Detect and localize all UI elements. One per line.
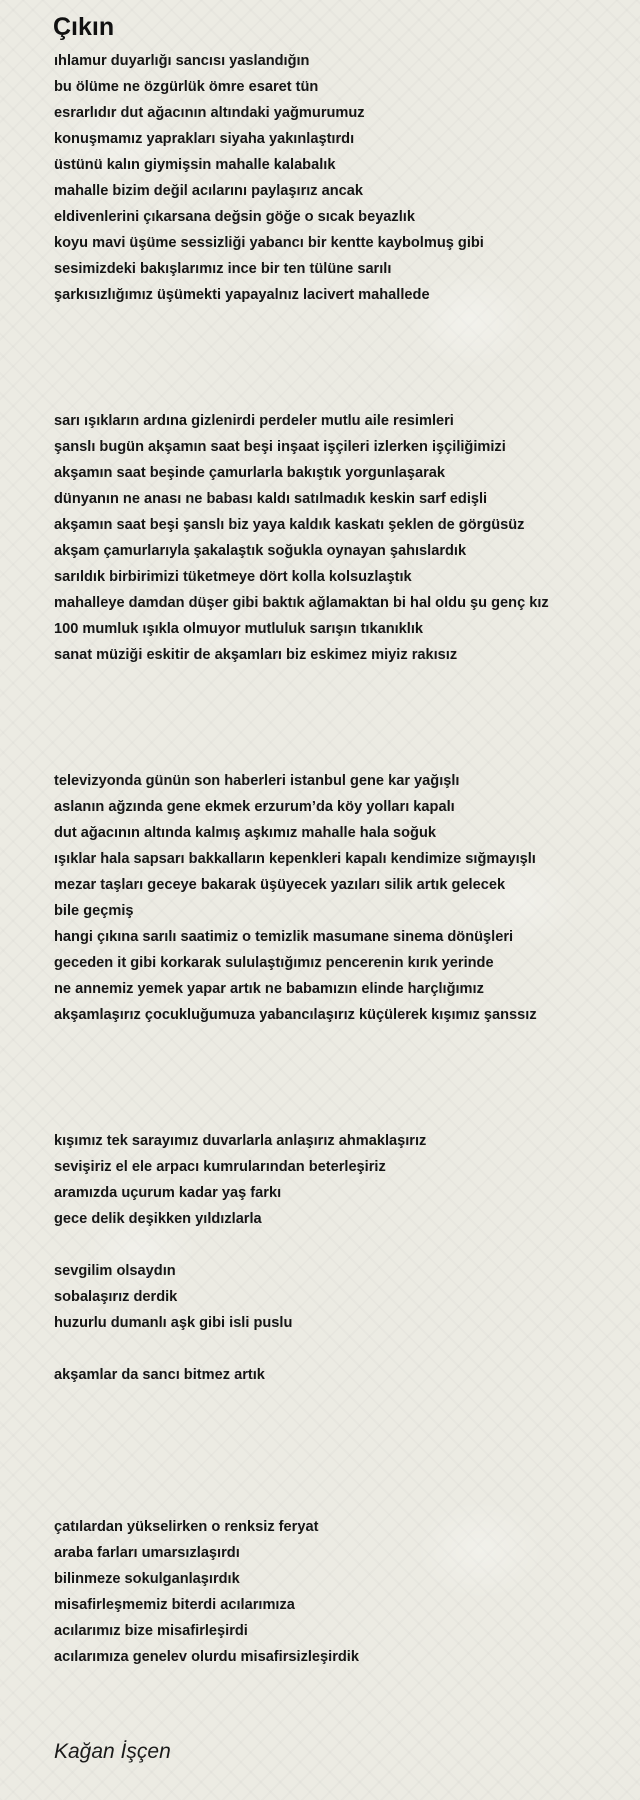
poem-line: kışımız tek sarayımız duvarlarla anlaşırız ahmaklaşırız bbox=[54, 1133, 427, 1149]
poem-line: dut ağacının altında kalmış aşkımız mahalle hala soğuk bbox=[54, 825, 436, 841]
poem-line: akşamın saat beşinde çamurlarla bakıştık yorgunlaşarak bbox=[54, 465, 445, 481]
poem-line: üstünü kalın giymişsin mahalle kalabalık bbox=[54, 157, 336, 173]
poem-line: sanat müziği eskitir de akşamları biz eskimez miyiz rakısız bbox=[54, 647, 458, 663]
poem-line: acılarımız bize misafirleşirdi bbox=[54, 1623, 248, 1639]
poem-line: ne annemiz yemek yapar artık ne babamızın elinde harçlığımız bbox=[54, 981, 484, 997]
poem-line: bile geçmiş bbox=[54, 903, 134, 919]
poem-line: akşamlaşırız çocukluğumuza yabancılaşırız küçülerek kışımız şanssız bbox=[54, 1007, 537, 1023]
poem-line: hangi çıkına sarılı saatimiz o temizlik masumane sinema dönüşleri bbox=[54, 929, 514, 945]
poem-line: mahalleye damdan düşer gibi baktık ağlamaktan bi hal oldu şu genç kız bbox=[54, 595, 549, 611]
poem-line: ışıklar hala sapsarı bakkalların kepenkleri kapalı kendimize sığmayışlı bbox=[54, 851, 536, 867]
poem-line: bilinmeze sokulganlaşırdık bbox=[54, 1571, 240, 1587]
poem-line: sarı ışıkların ardına gizlenirdi perdeler mutlu aile resimleri bbox=[54, 413, 454, 429]
poem-line: şanslı bugün akşamın saat beşi inşaat işçileri izlerken işçiliğimizi bbox=[54, 439, 506, 455]
poem-line: akşamlar da sancı bitmez artık bbox=[54, 1367, 265, 1383]
poem-line: 100 mumluk ışıkla olmuyor mutluluk sarışın tıkanıklık bbox=[54, 621, 424, 637]
poem-line: bu ölüme ne özgürlük ömre esaret tün bbox=[54, 79, 319, 95]
poem-title: Çıkın bbox=[53, 13, 115, 41]
poem-line: sevgilim olsaydın bbox=[54, 1263, 176, 1279]
poem-line: dünyanın ne anası ne babası kaldı satılmadık keskin sarf edişli bbox=[54, 491, 488, 507]
poem-line: çatılardan yükselirken o renksiz feryat bbox=[54, 1519, 319, 1535]
poem-line: misafirleşmemiz biterdi acılarımıza bbox=[54, 1597, 295, 1613]
poem-line: esrarlıdır dut ağacının altındaki yağmurumuz bbox=[54, 105, 365, 121]
poem-line: mahalle bizim değil acılarını paylaşırız ancak bbox=[54, 183, 364, 199]
poem-line: acılarımıza genelev olurdu misafirsizleşirdik bbox=[54, 1649, 359, 1665]
poem-line: şarkısızlığımız üşümekti yapayalnız lacivert mahallede bbox=[54, 287, 430, 303]
poem-line: sarıldık birbirimizi tüketmeye dört kolla kolsuzlaştık bbox=[54, 569, 412, 585]
stanza bbox=[54, 1128, 426, 1388]
author-signature: Kağan İşçen bbox=[54, 1740, 171, 1763]
stanza-gap bbox=[54, 1336, 426, 1362]
stanza bbox=[54, 48, 484, 308]
stanza bbox=[54, 768, 537, 1028]
poem-line: mezar taşları geceye bakarak üşüyecek yazıları silik artık gelecek bbox=[54, 877, 506, 893]
poem-line: aslanın ağzında gene ekmek erzurum’da köy yolları kapalı bbox=[54, 799, 455, 815]
poem-line: sesimizdeki bakışlarımız ince bir ten tülüne sarılı bbox=[54, 261, 392, 277]
poem-line: geceden it gibi korkarak sululaştığımız pencerenin kırık yerinde bbox=[54, 955, 494, 971]
poem-line: eldivenlerini çıkarsana değsin göğe o sıcak beyazlık bbox=[54, 209, 415, 225]
poem-line: aramızda uçurum kadar yaş farkı bbox=[54, 1185, 282, 1201]
poem-line: sevişiriz el ele arpacı kumrularından beterleşiriz bbox=[54, 1159, 386, 1175]
stanza bbox=[54, 1514, 359, 1670]
poem-line: ıhlamur duyarlığı sancısı yaslandığın bbox=[54, 53, 310, 69]
poem-line: huzurlu dumanlı aşk gibi isli puslu bbox=[54, 1315, 293, 1331]
poem-line: televizyonda günün son haberleri istanbul gene kar yağışlı bbox=[54, 773, 460, 789]
poem-line: akşam çamurlarıyla şakalaştık soğukla oynayan şahıslardık bbox=[54, 543, 467, 559]
poem-line: araba farları umarsızlaşırdı bbox=[54, 1545, 240, 1561]
stanza bbox=[54, 408, 549, 668]
stanza-gap bbox=[54, 1232, 426, 1258]
poem-line: konuşmamız yaprakları siyaha yakınlaştırdı bbox=[54, 131, 355, 147]
poem-line: sobalaşırız derdik bbox=[54, 1289, 178, 1305]
poem-line: koyu mavi üşüme sessizliği yabancı bir kentte kaybolmuş gibi bbox=[54, 235, 484, 251]
poem-line: gece delik deşikken yıldızlarla bbox=[54, 1211, 262, 1227]
poem-line: akşamın saat beşi şanslı biz yaya kaldık kaskatı şeklen de görgüsüz bbox=[54, 517, 525, 533]
